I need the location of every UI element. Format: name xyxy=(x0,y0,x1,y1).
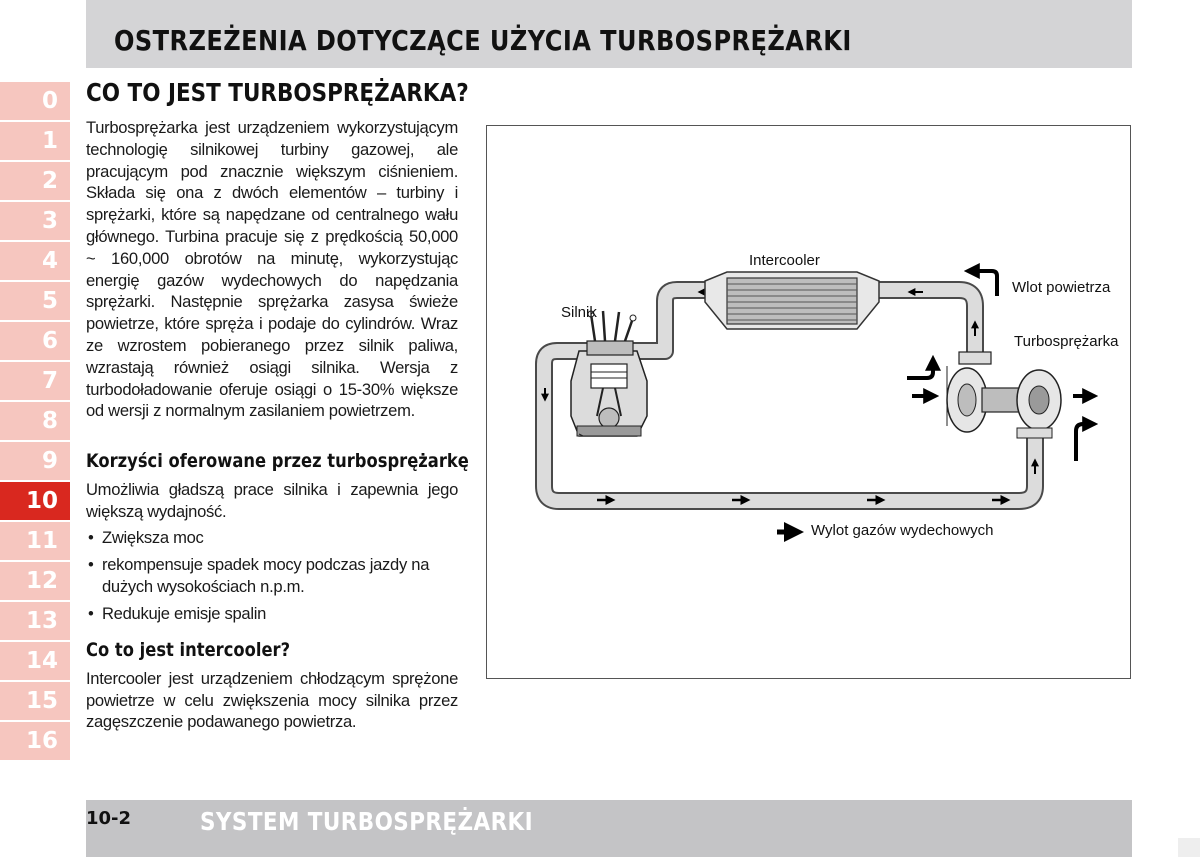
turbo-system-diagram xyxy=(486,125,1131,679)
benefits-intro: Umożliwia gładszą prace silnika i zapewnia jego większą wydajność. xyxy=(86,480,458,521)
chapter-tab-7[interactable]: 7 xyxy=(0,362,70,400)
turbo-description: Turbosprężarka jest urządzeniem wykorzystującym technologię silnikowej turbiny gazowej, ale pracującym pod znacznie większym ciśnieniem. Składa się ona z dwóch elementów – turbiny i sprężarki, które są napędzane od centralnego wału głównego. Turbina pracuje się z prędkością 50,000 ~ 160,000 obrotów na minutę, wykorzystując energię gazów wydechowych do napędzania sprężarki. Następnie sprężarka zasysa świeże powietrze, które spręża i podaje do cylindrów. Wraz ze wzrostem pobieranego przez silnik paliwa, wzrastają również osiągi silnika. Wersja z turbodoładowanie oferuje osiągi o 15-30% większe od wersji z normalnym zasilaniem powietrzem. xyxy=(86,118,458,421)
intercooler-unit xyxy=(705,272,879,329)
chapter-tab-2[interactable]: 2 xyxy=(0,162,70,200)
chapter-title: SYSTEM TURBOSPRĘŻARKI xyxy=(200,807,534,836)
chapter-tab-12[interactable]: 12 xyxy=(0,562,70,600)
list-item: • rekompensuje spadek mocy podczas jazdy na dużych wysokościach n.p.m. xyxy=(86,554,458,598)
benefits-list xyxy=(86,527,458,625)
chapter-tab-16[interactable]: 16 xyxy=(0,722,70,760)
chapter-tab-14[interactable]: 14 xyxy=(0,642,70,680)
label-turbocharger: Turbosprężarka xyxy=(1014,333,1119,350)
chapter-tab-8[interactable]: 8 xyxy=(0,402,70,440)
chapter-tab-10[interactable]: 10 xyxy=(0,482,70,520)
text-column xyxy=(86,78,469,733)
chapter-tab-0[interactable]: 0 xyxy=(0,82,70,120)
chapter-tab-13[interactable]: 13 xyxy=(0,602,70,640)
page-title: OSTRZEŻENIA DOTYCZĄCE UŻYCIA TURBOSPRĘŻARKI xyxy=(114,24,852,57)
label-exhaust: Wylot gazów wydechowych xyxy=(811,522,994,539)
chapter-tab-9[interactable]: 9 xyxy=(0,442,70,480)
chapter-tab-11[interactable]: 11 xyxy=(0,522,70,560)
page-number: 10-2 xyxy=(86,808,132,829)
label-air-inlet: Wlot powietrza xyxy=(1012,279,1111,296)
chapter-tab-1[interactable]: 1 xyxy=(0,122,70,160)
chapter-tab-5[interactable]: 5 xyxy=(0,282,70,320)
list-item: • Zwiększa moc xyxy=(86,527,458,549)
chapter-tab-15[interactable]: 15 xyxy=(0,682,70,720)
benefits-heading: Korzyści oferowane przez turbosprężarkę xyxy=(86,450,469,473)
chapter-tabs xyxy=(0,82,70,762)
section-title: CO TO JEST TURBOSPRĘŻARKA? xyxy=(86,78,469,107)
intercooler-heading: Co to jest intercooler? xyxy=(86,638,291,661)
list-item: • Redukuje emisje spalin xyxy=(86,603,458,625)
diagram-svg xyxy=(487,126,1130,678)
chapter-tab-4[interactable]: 4 xyxy=(0,242,70,280)
label-engine: Silnik xyxy=(561,304,597,321)
chapter-tab-6[interactable]: 6 xyxy=(0,322,70,360)
chapter-tab-3[interactable]: 3 xyxy=(0,202,70,240)
engine-illustration xyxy=(571,311,647,436)
intercooler-description: Intercooler jest urządzeniem chłodzącym sprężone powietrze w celu zwiększenia mocy silnika przez zagęszczenie podawanego powietrza. xyxy=(86,668,458,732)
label-intercooler: Intercooler xyxy=(749,252,820,269)
corner-mark xyxy=(1178,838,1200,857)
turbocharger-illustration xyxy=(947,352,1061,438)
